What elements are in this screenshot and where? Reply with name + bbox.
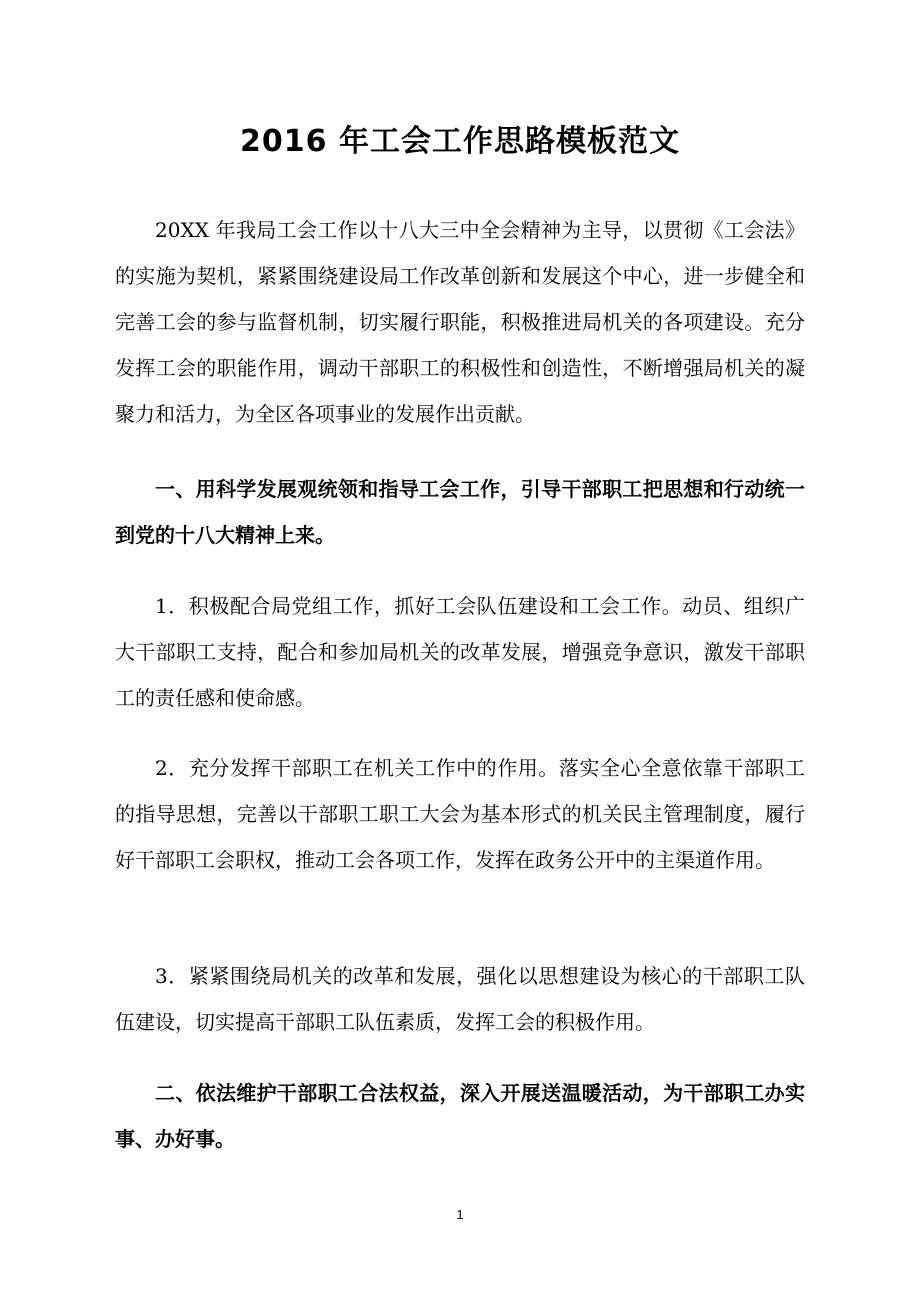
item-paragraph-1: 1．积极配合局党组工作，抓好工会队伍建设和工会工作。动员、组织广大干部职工支持，配合和参加局机关的改革发展，增强竞争意识，激发干部职工的责任感和使命感。 bbox=[115, 594, 805, 710]
item-paragraph-3: 3．紧紧围绕局机关的改革和发展，强化以思想建设为核心的干部职工队伍建设，切实提高干部职工队伍素质，发挥工会的积极作用。 bbox=[115, 964, 805, 1034]
section-heading-two: 二、依法维护干部职工合法权益，深入开展送温暖活动，为干部职工办实事、办好事。 bbox=[115, 1081, 805, 1151]
page-number: 1 bbox=[456, 1207, 464, 1222]
item-paragraph-2: 2．充分发挥干部职工在机关工作中的作用。落实全心全意依靠干部职工的指导思想，完善以干部职工职工大会为基本形式的机关民主管理制度，履行好干部职工会职权，推动工会各项工作，发挥在政务公开中的主渠道作用。 bbox=[115, 756, 805, 872]
intro-paragraph: 20XX 年我局工会工作以十八大三中全会精神为主导，以贯彻《工会法》的实施为契机，紧紧围绕建设局工作改革创新和发展这个中心，进一步健全和完善工会的参与监督机制，切实履行职能，积极推进局机关的各项建设。充分发挥工会的职能作用，调动干部职工的积极性和创造性，不断增强局机关的凝聚力和活力，为全区各项事业的发展作出贡献。 bbox=[115, 218, 805, 426]
document-title: 2016 年工会工作思路模板范文 bbox=[240, 124, 680, 159]
section-heading-one: 一、用科学发展观统领和指导工会工作，引导干部职工把思想和行动统一到党的十八大精神上来。 bbox=[115, 477, 805, 547]
